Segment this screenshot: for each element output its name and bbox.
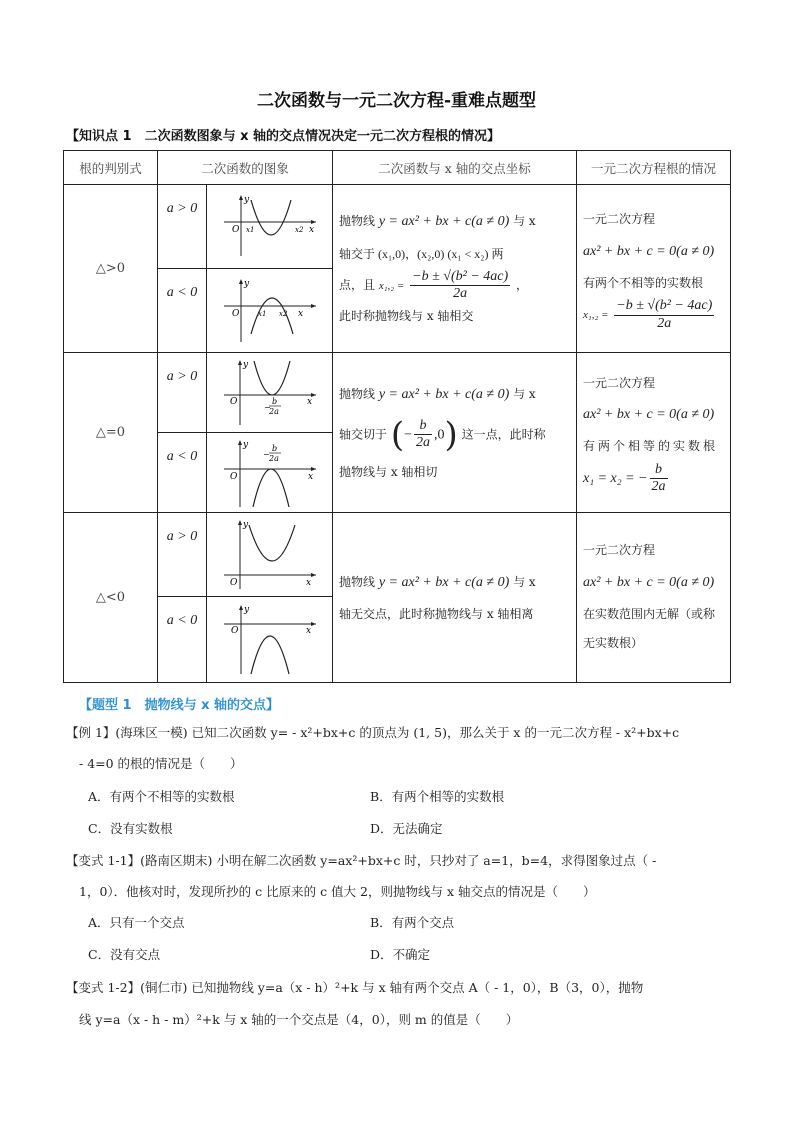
formula-lhs: x₁ = x₂ = − xyxy=(583,470,648,486)
x2-label: x2 xyxy=(294,225,303,234)
roots-line-3: 有两个相等的实数根 xyxy=(583,439,719,454)
x-label: x xyxy=(308,224,314,235)
y-label: y xyxy=(242,359,248,370)
coord-line-2: 轴无交点，此时称抛物线与 x 轴相离 xyxy=(339,606,534,621)
x-axis-arrow-icon xyxy=(311,467,316,471)
roots-line-1: 一元二次方程 xyxy=(583,212,656,227)
text: 抛物线 xyxy=(339,574,376,589)
fraction-numerator: −b ± √(b² − 4ac) xyxy=(614,298,714,315)
x-label: x xyxy=(306,396,312,407)
graph-cell xyxy=(207,597,333,683)
x-label: x xyxy=(297,308,303,319)
text: 抛物线 xyxy=(339,214,376,229)
variant-1-2-line-1: 【变式 1-2】(铜仁市) 已知抛物线 y=a（x - h）²+k 与 x 轴有两个交点 A（ - 1，0），B（3，0），抛物 xyxy=(66,980,644,995)
text: 这一点，此时称 xyxy=(461,427,546,442)
y-axis-arrow-icon xyxy=(239,605,243,610)
right-paren: ) xyxy=(444,414,458,455)
discriminant-cell: △>0 xyxy=(64,185,158,353)
root-fraction xyxy=(650,462,668,495)
parabola-curve xyxy=(249,525,295,561)
graph-cell xyxy=(207,513,333,597)
a-condition: a > 0 xyxy=(158,513,207,597)
y-axis-arrow-icon xyxy=(238,520,242,525)
coord-line-2: 轴交于 (x₁,0)，(x₂,0) (x₁ < x₂) 两 xyxy=(339,246,504,261)
text: 与 x xyxy=(513,214,536,229)
graph-cell xyxy=(207,269,333,353)
y-axis-arrow-icon xyxy=(239,195,243,200)
x1-label: x1 xyxy=(257,309,266,318)
roots-formula: ax² + bx + c = 0(a ≠ 0) xyxy=(583,574,715,590)
y-axis-arrow-icon xyxy=(238,440,242,445)
intersection-cell xyxy=(333,185,577,353)
x-label: x xyxy=(305,625,311,636)
coord-line-1 xyxy=(339,205,570,239)
coord-line-1 xyxy=(339,566,570,600)
formula: y = ax² + bx + c(a ≠ 0) xyxy=(378,574,510,590)
roots-line-4 xyxy=(583,462,724,496)
vertex-num: b xyxy=(271,396,277,406)
example-1-line-1: 【例 1】(海珠区一模) 已知二次函数 y= - x²+bx+c 的顶点为 (1, 5)，那么关于 x 的一元二次方程 - x²+bx+c xyxy=(66,725,680,740)
roots-line-1: 一元二次方程 xyxy=(583,543,656,558)
parabola-curve xyxy=(251,636,289,674)
formula-lhs: x₁,₂ = xyxy=(583,309,609,322)
vertex-den: 2a xyxy=(268,406,279,416)
fraction-denominator: 2a xyxy=(651,478,666,494)
x-axis-arrow-icon xyxy=(311,304,316,308)
header-graph: 二次函数的图象 xyxy=(158,151,333,185)
y-label: y xyxy=(243,194,249,205)
intersection-cell xyxy=(333,353,577,513)
y-label: y xyxy=(242,439,248,450)
parabola-down-two-roots-graph xyxy=(220,276,320,346)
y-label: y xyxy=(242,519,248,530)
origin-label: O xyxy=(230,625,238,636)
x2-label: x2 xyxy=(278,309,287,318)
x-axis-arrow-icon xyxy=(311,573,316,577)
origin-label: O xyxy=(229,396,237,407)
vertex-sign: − xyxy=(263,402,271,412)
table-header-row xyxy=(64,151,731,185)
origin-label: O xyxy=(231,224,239,235)
text: 抛物线 xyxy=(339,386,376,401)
parabola-curve xyxy=(253,469,289,507)
example-1-option-d[interactable]: D．无法确定 xyxy=(370,821,443,836)
roots-line-3: 有两个不相等的实数根 xyxy=(583,276,704,291)
formula: y = ax² + bx + c(a ≠ 0) xyxy=(378,214,510,230)
parabola-up-no-roots-graph xyxy=(220,517,320,593)
coord-line-2 xyxy=(339,414,570,455)
example-1-option-a[interactable]: A．有两个不相等的实数根 xyxy=(88,789,235,804)
fraction-denominator: 2a xyxy=(657,315,672,331)
a-condition: a > 0 xyxy=(158,185,207,269)
fraction-denominator: 2a xyxy=(416,435,431,451)
knowledge-table xyxy=(63,150,731,683)
a-condition: a < 0 xyxy=(158,597,207,683)
text: 与 x xyxy=(513,386,536,401)
roots-cell xyxy=(577,353,731,513)
example-1-option-b[interactable]: B．有两个相等的实数根 xyxy=(370,789,505,804)
variant-1-1-option-d[interactable]: D．不确定 xyxy=(370,947,431,962)
table-row xyxy=(64,185,731,269)
a-condition: a < 0 xyxy=(158,433,207,513)
page-title: 二次函数与一元二次方程-重难点题型 xyxy=(256,91,537,111)
header-roots: 一元二次方程根的情况 xyxy=(577,151,731,185)
text: ， xyxy=(515,278,528,293)
x-label: x xyxy=(305,577,311,588)
x1-label: x1 xyxy=(245,225,254,234)
y-label: y xyxy=(243,604,249,615)
point-tail: ,0 xyxy=(434,427,445,443)
a-condition: a < 0 xyxy=(158,269,207,353)
y-axis-arrow-icon xyxy=(239,279,243,284)
sign: − xyxy=(404,427,413,443)
text: 点，且 xyxy=(339,278,376,293)
section-heading: 【题型 1 抛物线与 x 轴的交点】 xyxy=(79,698,280,713)
formula-lhs: x₁,₂ = xyxy=(378,280,405,293)
vertex-sign: − xyxy=(262,449,270,459)
example-1-option-c[interactable]: C．没有实数根 xyxy=(88,821,173,836)
variant-1-1-option-a[interactable]: A．只有一个交点 xyxy=(88,915,185,930)
roots-line-1: 一元二次方程 xyxy=(583,375,656,390)
fraction-numerator: b xyxy=(414,418,432,435)
x-axis-arrow-icon xyxy=(311,622,316,626)
roots-line-4 xyxy=(583,298,724,331)
quadratic-formula-fraction xyxy=(410,269,510,302)
graph-cell xyxy=(207,353,333,433)
discriminant-cell: △=0 xyxy=(64,353,158,513)
roots-line-3: 在实数范围内无解（或称 xyxy=(583,606,716,621)
left-paren: ( xyxy=(390,414,405,455)
roots-line-4: 无实数根） xyxy=(583,636,644,651)
text: 与 x xyxy=(513,574,536,589)
variant-1-1-line-1: 【变式 1-1】(路南区期末) 小明在解二次函数 y=ax²+bx+c 时，只抄对了 a=1，b=4，求得图象过点（ - xyxy=(66,853,657,868)
parabola-down-tangent-graph xyxy=(220,437,320,509)
coord-line-1 xyxy=(339,378,570,412)
knowledge-point-heading: 【知识点 1 二次函数图象与 x 轴的交点情况决定一元二次方程根的情况】 xyxy=(66,129,501,144)
parabola-up-tangent-graph xyxy=(220,357,320,429)
x-label: x xyxy=(307,471,313,482)
y-axis-arrow-icon xyxy=(238,360,242,365)
roots-cell xyxy=(577,185,731,353)
variant-1-1-option-b[interactable]: B．有两个交点 xyxy=(370,915,455,930)
vertex-den: 2a xyxy=(268,453,279,463)
variant-1-1-line-2: 1，0）．他核对时，发现所抄的 c 比原来的 c 值大 2，则抛物线与 x 轴交点的情况是（ ） xyxy=(79,884,596,899)
table-row xyxy=(64,353,731,433)
discriminant-cell: △<0 xyxy=(64,513,158,683)
quadratic-formula-fraction xyxy=(614,298,714,331)
parabola-up-two-roots-graph xyxy=(220,192,320,262)
intersection-cell xyxy=(333,513,577,683)
fraction-numerator: b xyxy=(650,462,668,479)
graph-cell xyxy=(207,185,333,269)
coord-line-4: 此时称抛物线与 x 轴相交 xyxy=(339,309,474,324)
y-label: y xyxy=(243,278,249,289)
roots-cell xyxy=(577,513,731,683)
parabola-curve xyxy=(251,200,291,235)
origin-label: O xyxy=(229,471,237,482)
coord-line-3: 抛物线与 x 轴相切 xyxy=(339,464,438,479)
origin-label: O xyxy=(231,308,239,319)
fraction-numerator: −b ± √(b² − 4ac) xyxy=(410,269,510,286)
header-intersection: 二次函数与 x 轴的交点坐标 xyxy=(333,151,577,185)
vertex-fraction xyxy=(414,418,432,451)
table-row xyxy=(64,513,731,597)
text: 轴交切于 xyxy=(339,427,388,442)
roots-formula: ax² + bx + c = 0(a ≠ 0) xyxy=(583,243,715,259)
roots-formula: ax² + bx + c = 0(a ≠ 0) xyxy=(583,407,715,423)
example-1-line-2: - 4=0 的根的情况是（ ） xyxy=(79,756,243,771)
variant-1-1-option-c[interactable]: C．没有交点 xyxy=(88,947,161,962)
coord-line-3 xyxy=(339,269,570,302)
parabola-curve xyxy=(254,361,290,395)
formula: y = ax² + bx + c(a ≠ 0) xyxy=(378,386,510,402)
origin-label: O xyxy=(229,577,237,588)
graph-cell xyxy=(207,433,333,513)
a-condition: a > 0 xyxy=(158,353,207,433)
x-axis-arrow-icon xyxy=(311,220,316,224)
header-discriminant: 根的判别式 xyxy=(64,151,158,185)
parabola-down-no-roots-graph xyxy=(220,602,320,678)
variant-1-2-line-2: 线 y=a（x - h - m）²+k 与 x 轴的一个交点是（4，0），则 m 的值是（ ） xyxy=(79,1012,519,1027)
fraction-denominator: 2a xyxy=(453,286,468,302)
vertex-num: b xyxy=(271,443,277,453)
